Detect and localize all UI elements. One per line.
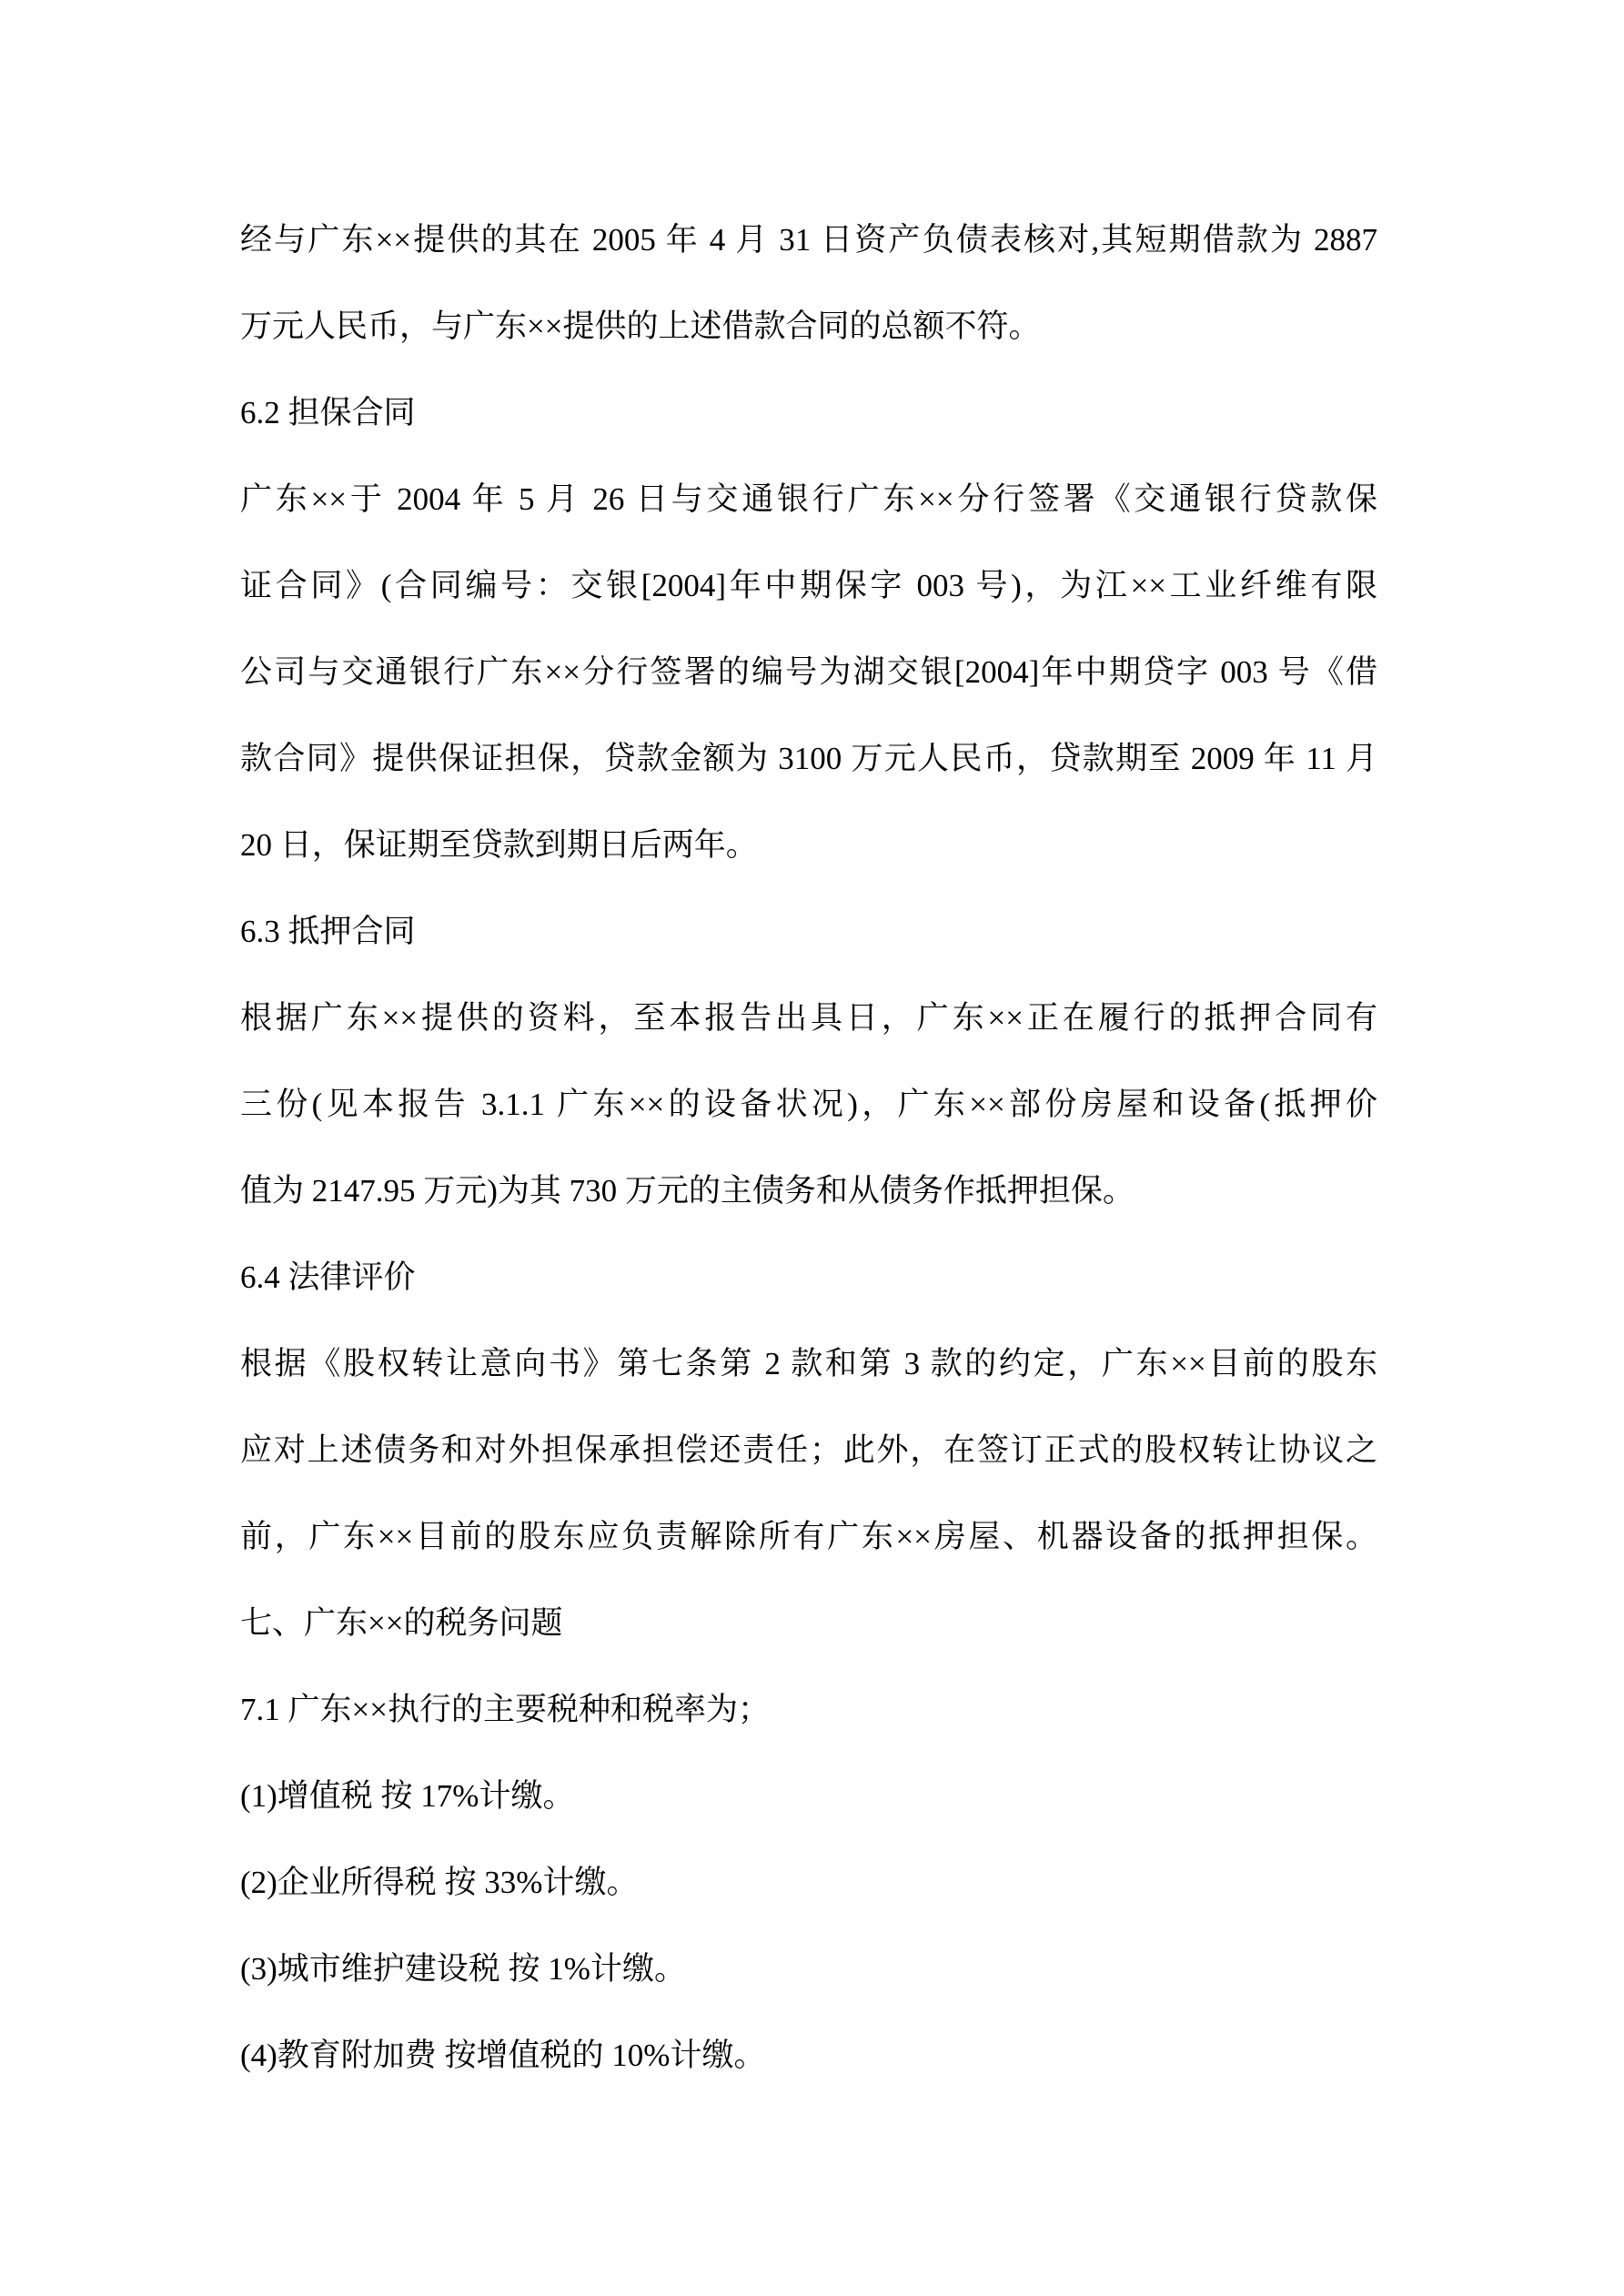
tax-item-1: (1)增值税 按 17%计缴。: [240, 1778, 575, 1814]
body-line: 万元人民币，与广东××提供的上述借款合同的总额不符。: [240, 308, 1041, 344]
body-line: 值为 2147.95 万元)为其 730 万元的主债务和从债务作抵押担保。: [240, 1173, 1135, 1209]
body-line: 公司与交通银行广东××分行签署的编号为湖交银[2004]年中期贷字 003 号《借: [240, 654, 1377, 690]
body-line: 经与广东××提供的其在 2005 年 4 月 31 日资产负债表核对,其短期借款为 2887: [240, 222, 1377, 258]
body-line: 三份(见本报告 3.1.1 广东××的设备状况)，广东××部份房屋和设备(抵押价: [240, 1087, 1377, 1122]
heading-6-3: 6.3 抵押合同: [240, 914, 416, 949]
body-line: 20 日，保证期至贷款到期日后两年。: [240, 827, 758, 863]
body-line: 根据广东××提供的资料，至本报告出具日，广东××正在履行的抵押合同有: [240, 1000, 1377, 1036]
document-text-block: [240, 197, 1377, 2099]
heading-7: 七、广东××的税务问题: [240, 1605, 563, 1641]
body-line: 应对上述债务和对外担保承担偿还责任；此外，在签订正式的股权转让协议之: [240, 1432, 1377, 1468]
body-line: 广东××于 2004 年 5 月 26 日与交通银行广东××分行签署《交通银行贷款保: [240, 481, 1377, 517]
tax-item-2: (2)企业所得税 按 33%计缴。: [240, 1865, 639, 1900]
body-line: 根据《股权转让意向书》第七条第 2 款和第 3 款的约定，广东××目前的股东: [240, 1346, 1377, 1381]
body-line: 前，广东××目前的股东应负责解除所有广东××房屋、机器设备的抵押担保。: [240, 1519, 1377, 1554]
tax-item-4: (4)教育附加费 按增值税的 10%计缴。: [240, 2038, 766, 2073]
body-line: 证合同》(合同编号：交银[2004]年中期保字 003 号)，为江××工业纤维有限: [240, 568, 1377, 603]
subheading-7-1: 7.1 广东××执行的主要税种和税率为；: [240, 1692, 770, 1727]
body-line: 款合同》提供保证担保，贷款金额为 3100 万元人民币，贷款期至 2009 年 11 月: [240, 741, 1377, 776]
heading-6-4: 6.4 法律评价: [240, 1259, 416, 1295]
tax-item-3: (3)城市维护建设税 按 1%计缴。: [240, 1951, 686, 1987]
heading-6-2: 6.2 担保合同: [240, 395, 416, 430]
